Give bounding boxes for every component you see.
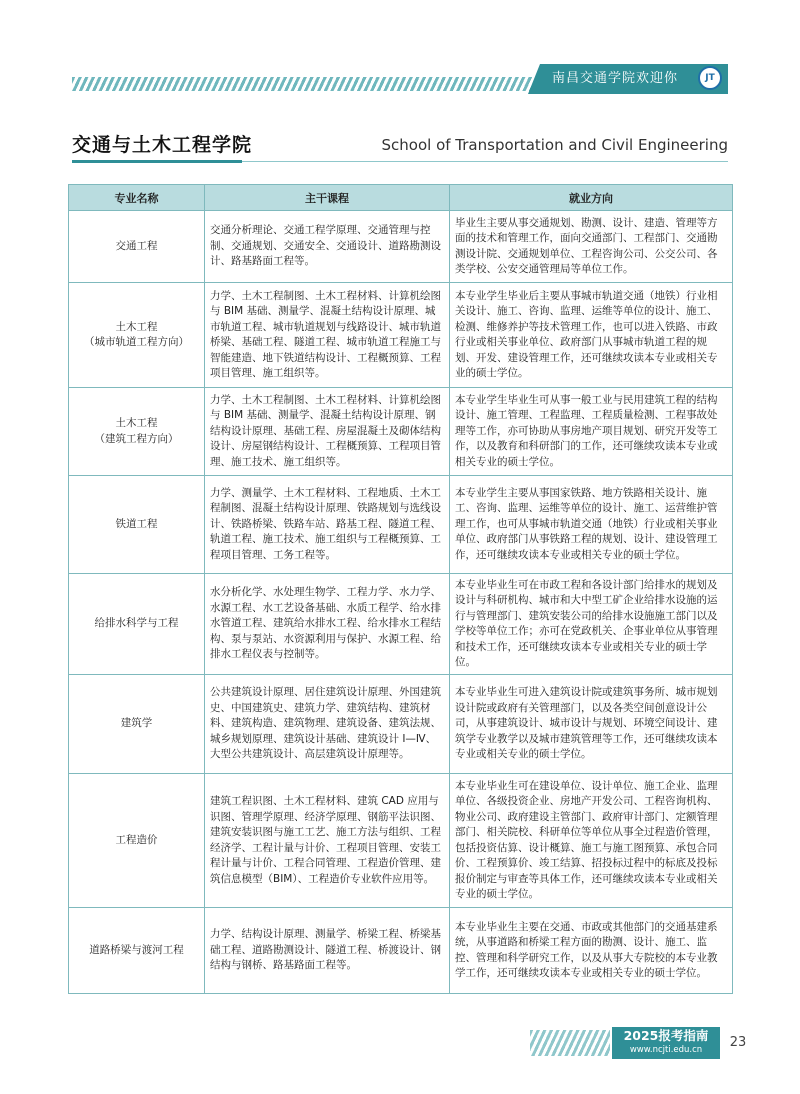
title-divider-accent	[72, 160, 242, 163]
major-title: 道路桥梁与渡河工程	[89, 943, 184, 956]
major-subtitle: （城市轨道工程方向）	[84, 336, 189, 348]
careers-cell: 本专业毕业生可在市政工程和各设计部门给排水的规划及设计与科研机构、城市和大中型工矿企业给排水设施的运行与管理部门、建筑安装公司的给排水设施施工部门以及学校等单位工作；亦可在党政机关、企事业单位从事管理和技术工作，还可继续攻读本专业或相关专业的硕士学位。	[450, 574, 733, 675]
majors-table	[68, 184, 733, 994]
courses-cell: 水分析化学、水处理生物学、工程力学、水力学、水源工程、水工艺设备基础、水质工程学、给水排水管道工程、建筑给水排水工程、给水排水工程结构、泵与泵站、水资源利用与保护、水源工程、给排水工程仪表与控制等。	[205, 574, 450, 675]
major-subtitle: （建筑工程方向）	[94, 432, 179, 445]
column-header-careers: 就业方向	[450, 185, 733, 211]
courses-cell: 建筑工程识图、土木工程材料、建筑 CAD 应用与识图、管理学原理、经济学原理、钢筋平法识图、建筑安装识图与施工工艺、施工方法与组织、工程经济学、工程计量与计价、工程项目管理、安装工程计量与计价、工程合同管理、工程造价管理、建筑信息模型（BIM）、工程造价专业软件应用等。	[205, 774, 450, 908]
table-header-row	[69, 185, 733, 211]
table-row	[69, 675, 733, 774]
footer-url: www.ncjti.edu.cn	[629, 1045, 703, 1055]
banner-text: 南昌交通学院欢迎你	[551, 71, 678, 86]
column-header-major: 专业名称	[69, 185, 205, 211]
careers-cell: 毕业生主要从事交通规划、勘测、设计、建造、管理等方面的技术和管理工作，面向交通部门、工程部门、交通勘测设计院、交通规划单位、工程咨询公司、公交公司、各类学校、公安交通管理局等单位工作。	[450, 211, 733, 283]
major-name	[69, 675, 205, 774]
major-name	[69, 574, 205, 675]
careers-cell: 本专业毕业生可进入建筑设计院或建筑事务所、城市规划设计院或政府有关管理部门，以及各类空间创意设计公司，从事建筑设计、城市设计与规划、环境空间设计、建筑学专业教学以及城市建筑管理等工作，还可继续攻读本专业或相关专业的硕士学位。	[450, 675, 733, 774]
footer-title: 2025报考指南	[623, 1028, 709, 1043]
page-number: 23	[722, 1027, 754, 1059]
courses-cell: 力学、测量学、土木工程材料、工程地质、土木工程制图、混凝土结构设计原理、铁路规划与选线设计、铁路桥梁、铁路车站、路基工程、隧道工程、轨道工程、施工技术、施工组织与工程概预算、工程项目管理、工务工程等。	[205, 476, 450, 574]
careers-cell: 本专业学生主要从事国家铁路、地方铁路相关设计、施工、咨询、监理、运维等单位的设计、施工、运营维护管理工作，也可从事城市轨道交通（地铁）行业或相关事业单位、政府部门从事铁路工程的规划、设计、建设管理工作，还可继续攻读本专业或相关专业的硕士学位。	[450, 476, 733, 574]
major-name	[69, 774, 205, 908]
courses-cell: 力学、结构设计原理、测量学、桥梁工程、桥梁基础工程、道路勘测设计、隧道工程、桥渡设计、钢结构与钢桥、路基路面工程等。	[205, 908, 450, 994]
major-title: 土木工程	[115, 320, 158, 333]
page-title: 交通与土木工程学院	[72, 134, 253, 156]
school-logo-icon: JT	[698, 66, 722, 90]
table-row	[69, 283, 733, 388]
table-row	[69, 774, 733, 908]
page-title-english: School of Transportation and Civil Engineering	[381, 136, 728, 154]
table-row	[69, 574, 733, 675]
careers-cell: 本专业毕业生可在建设单位、设计单位、施工企业、监理单位、各级投资企业、房地产开发公司、工程咨询机构、物业公司、政府建设主管部门、政府审计部门、定额管理部门、相关院校、科研单位等单位从事全过程造价管理，包括投资估算、设计概算、施工与施工图预算、承包合同价、工程预算价、竣工结算、招投标过程中的标底及投标报价制定与审查等具体工作，还可继续攻读本专业或相关专业的硕士学位。	[450, 774, 733, 908]
major-title: 铁道工程	[115, 517, 158, 530]
major-title: 建筑学	[120, 717, 153, 730]
courses-cell: 力学、土木工程制图、土木工程材料、计算机绘图与 BIM 基础、测量学、混凝土结构设计原理、钢结构设计原理、基础工程、房屋混凝土及砌体结构设计、房屋钢结构设计、工程概预算、工程项目管理、施工技术、施工组织等。	[205, 388, 450, 476]
major-title: 给排水科学与工程	[94, 617, 179, 630]
table-row	[69, 908, 733, 994]
table-row	[69, 476, 733, 574]
careers-cell: 本专业学生毕业后主要从事城市轨道交通（地铁）行业相关设计、施工、咨询、监理、运维等单位的设计、施工、检测、维修养护等技术管理工作，也可以进入铁路、市政行业或相关事业单位、政府部门从事城市轨道工程的规划、开发、建设管理工作，还可继续攻读本专业或相关专业的硕士学位。	[450, 283, 733, 388]
major-title: 土木工程	[115, 417, 158, 429]
careers-cell: 本专业学生毕业生可从事一般工业与民用建筑工程的结构设计、施工管理、工程监理、工程质量检测、工程事故处理等工作，亦可协助从事房地产项目规划、研究开发等工作，以及教育和科研部门的工作，还可继续攻读本专业或相关专业的硕士学位。	[450, 388, 733, 476]
courses-cell: 交通分析理论、交通工程学原理、交通管理与控制、交通规划、交通安全、交通设计、道路勘测设计、路基路面工程等。	[205, 211, 450, 283]
major-name	[69, 908, 205, 994]
header-stripes	[72, 77, 532, 91]
footer-stripes	[530, 1030, 610, 1056]
major-name	[69, 211, 205, 283]
major-title: 交通工程	[115, 239, 158, 252]
major-name	[69, 476, 205, 574]
table-row	[69, 388, 733, 476]
courses-cell: 公共建筑设计原理、居住建筑设计原理、外国建筑史、中国建筑史、建筑力学、建筑结构、建筑材料、建筑构造、建筑物理、建筑设备、建筑法规、城乡规划原理、建筑设计基础、建筑设计 Ⅰ—Ⅳ、大型公共建筑设计、高层建筑设计原理等。	[205, 675, 450, 774]
major-name	[69, 283, 205, 388]
column-header-courses: 主干课程	[205, 185, 450, 211]
careers-cell: 本专业毕业生主要在交通、市政或其他部门的交通基建系统，从事道路和桥梁工程方面的勘测、设计、施工、监控、管理和科学研究工作，以及从事大专院校的本专业教学工作，还可继续攻读本专业或相关专业的硕士学位。	[450, 908, 733, 994]
major-name	[69, 388, 205, 476]
major-title: 工程造价	[115, 833, 158, 846]
courses-cell: 力学、土木工程制图、土木工程材料、计算机绘图与 BIM 基础、测量学、混凝土结构设计原理、城市轨道工程、城市轨道规划与线路设计、城市轨道桥梁、基础工程、隧道工程、城市轨道工程施工与智能建造、地下铁道结构设计、工程概预算、工程项目管理、施工组织等。	[205, 283, 450, 388]
table-row	[69, 211, 733, 283]
